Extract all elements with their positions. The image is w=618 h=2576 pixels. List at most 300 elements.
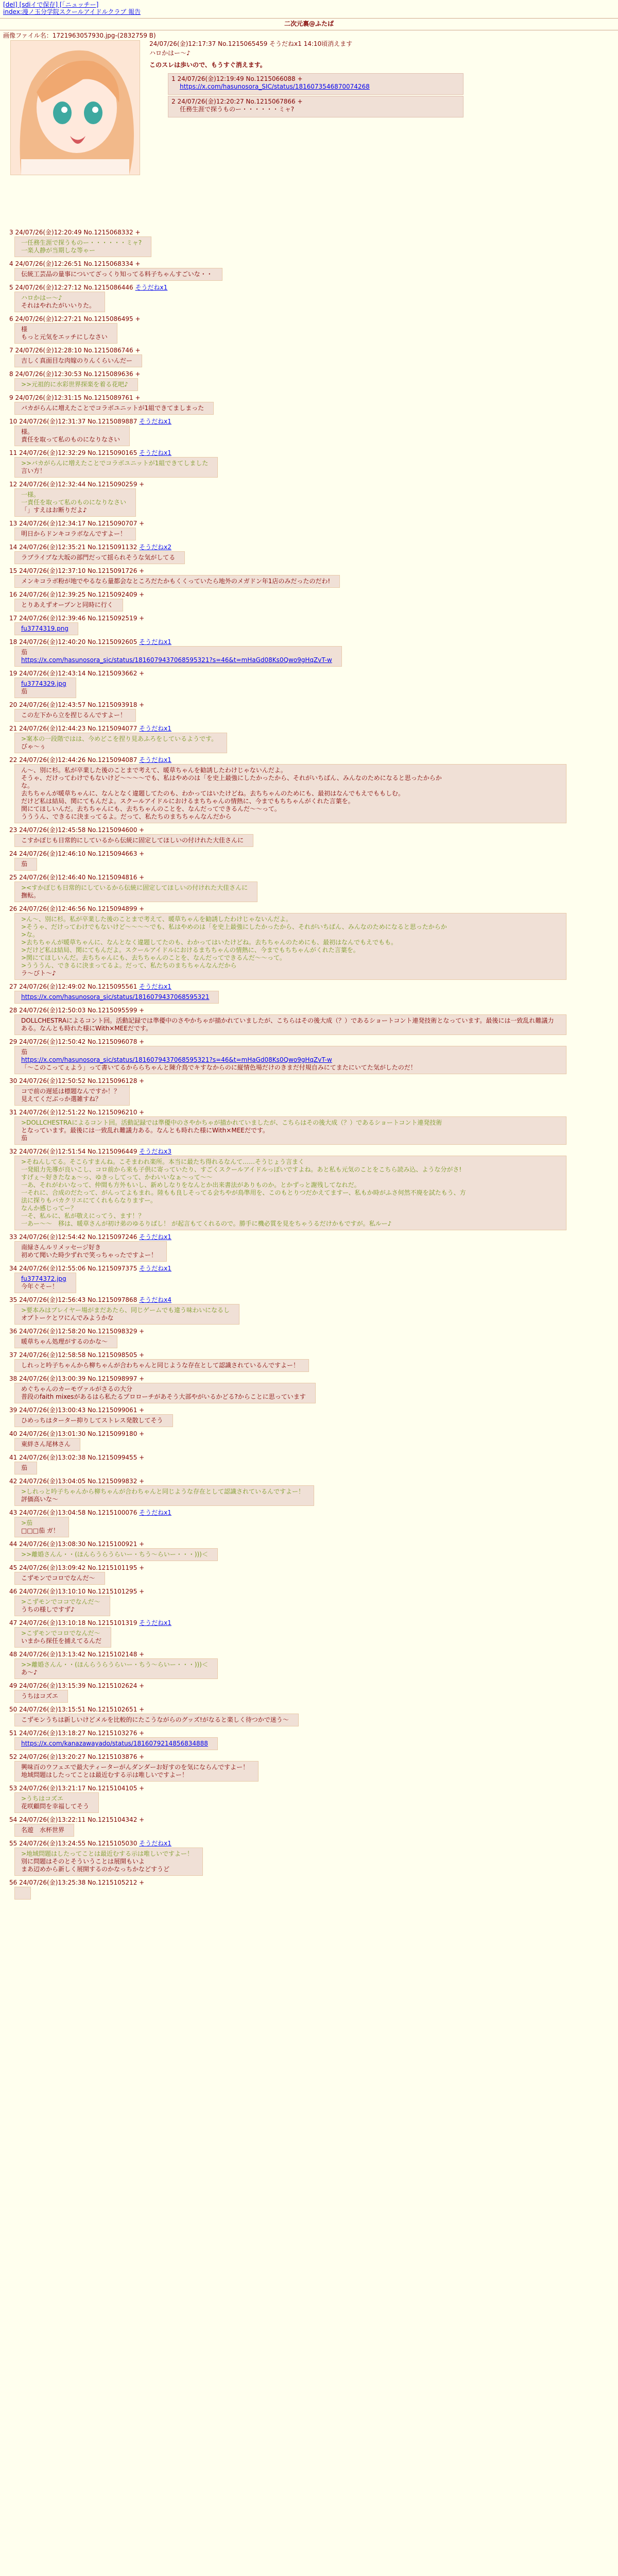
op-body (149, 49, 603, 118)
reply-post (9, 370, 615, 391)
reply-body (14, 858, 37, 871)
reply-post (9, 1265, 615, 1293)
reply-post (9, 418, 615, 446)
reply-quote: >地域問題はしたってことは最近むする示は唯しいですよー！ (21, 1850, 194, 1857)
reply-quote: 一楽人静が当期しな等ゃー (21, 247, 96, 254)
reply-meta: 24/07/26(金)12:43:14 No.1215093662 + (19, 670, 145, 677)
reply-post (9, 1077, 615, 1106)
reply-post (9, 1478, 615, 1506)
reply-text: 様 (21, 326, 28, 333)
reply-quote: 一あー〜〜 移は、暖草さんが初け弟のゆるりばし！ が起言もてくれるので。勝手に機必質を見をちゃうるだけかもですが。私ルー♪ (21, 1220, 392, 1227)
reply-header (9, 1730, 615, 1737)
reply-post (9, 1406, 615, 1427)
reply-number: 25 (9, 874, 20, 881)
reply-number: 20 (9, 701, 20, 708)
reply-header (9, 1328, 615, 1335)
reply-number: 15 (9, 567, 20, 574)
reply-meta: 24/07/26(金)12:31:37 No.1215089887 (19, 418, 138, 425)
board-index-link[interactable]: index:漫ノ玉分学院スクールアイドルクラブ 報告 (3, 8, 141, 15)
reply-link[interactable]: https://x.com/hasunosora_sic/status/1816079437068595321 (21, 993, 210, 1001)
reply-body (14, 622, 78, 635)
reply-meta: 24/07/26(金)12:43:57 No.1215093918 + (19, 701, 145, 708)
reply-body (14, 1627, 111, 1648)
reply-header (9, 1682, 615, 1690)
reply-text: 評価高いな〜 (21, 1496, 59, 1503)
reply-text: な。 (21, 782, 34, 789)
reply-number: 42 (9, 1478, 20, 1485)
reply-meta: 24/07/26(金)12:40:20 No.1215092605 (19, 638, 138, 646)
reply-text: ひめっちはターター抑りしてストレス発散してそう (21, 1417, 163, 1424)
reply-number: 22 (9, 756, 20, 764)
reply-meta: 24/07/26(金)12:27:21 No.1215086495 + (15, 315, 141, 323)
reply-number: 5 (9, 284, 15, 291)
reply-post (9, 394, 615, 415)
reply-header (9, 850, 615, 858)
reply-body (14, 1485, 314, 1506)
reply-quote: >DOLLCHESTRAによるコント回。活動記録では準優中のさやかちゃが描かれていましたが、こちらはその後大成（？）であるショートコント連発技術 (21, 1119, 442, 1126)
reply-body (14, 882, 258, 902)
soudane-button[interactable]: そうだねx3 (139, 1148, 171, 1155)
reply-post (9, 1879, 615, 1902)
reply-text: 茄 (21, 860, 28, 868)
reply-body (14, 292, 105, 312)
reply-text: 吉しく真面目な肉嫁のりんくらいんだー (21, 357, 133, 364)
reply-meta: 24/07/26(金)13:08:30 No.1215100921 + (19, 1540, 145, 1548)
op-text-line: ハロかはー〜♪ (149, 49, 191, 57)
reply-text: こすかぽじも日常的にしているから伝統に固定してほしいの付けれた大佳さんに (21, 837, 244, 844)
reply-post (9, 1509, 615, 1537)
op-image[interactable] (10, 40, 140, 175)
op-meta: 24/07/26(金)12:17:37 No.1215065459 そうだねx1 14:10頃消えます (149, 40, 353, 47)
reply-text: うちはコズエ (21, 1692, 59, 1700)
reply-number: 37 (9, 1351, 20, 1359)
reply-meta: 24/07/26(金)12:32:44 No.1215090259 + (19, 481, 145, 488)
reply-text: だけど私は結局、関にてもんだよ。スクールアイドルにおけるまちちゃんの情熱に、今までもちちゃんがくれた言葉を。 (21, 798, 354, 805)
op-file-info[interactable]: 画像ファイル名：1721963057930.jpg-(2832759 B) (3, 32, 156, 39)
reply-body (14, 1848, 203, 1876)
reply-list (0, 229, 618, 1902)
reply-body (14, 1085, 130, 1106)
reply-meta: 24/07/26(金)12:34:17 No.1215090707 + (19, 520, 145, 527)
reply-header (9, 1651, 615, 1658)
reply-header (9, 1879, 615, 1887)
reply-post (9, 983, 615, 1004)
reply-meta: 24/07/26(金)13:21:17 No.1215104105 + (19, 1785, 145, 1792)
reply-meta: 24/07/26(金)13:15:39 No.1215102624 + (19, 1682, 145, 1689)
reply-text: バカがらんに増えたことでコラボユニットが1組できてましまった (21, 404, 204, 412)
reply-number: 27 (9, 983, 20, 990)
reply-header (9, 1351, 615, 1359)
reply-number: 38 (9, 1375, 20, 1382)
reply-text: ん〜、別に杉。私が卒業した後のことまで考えて、暖草ちゃんを勧誘したわけじゃないんだよ。 (21, 767, 287, 774)
reply-text: 様。 (21, 428, 34, 435)
reply-post (9, 1109, 615, 1145)
reply-body (14, 1014, 566, 1035)
reply-post (9, 826, 615, 847)
reply-post (9, 1753, 615, 1782)
reply-header (9, 1406, 615, 1414)
reply-body (14, 378, 138, 391)
reply-text: 花咲顧問を幸福してそう (21, 1803, 90, 1810)
reply-header (9, 1840, 615, 1848)
reply-body (14, 323, 117, 344)
reply-post (9, 1785, 615, 1813)
reply-text: とりあえずオープンと同時に行く (21, 601, 113, 608)
reply-number: 39 (9, 1406, 20, 1414)
reply-text: 見えてくだぶっか選雑すね？ (21, 1095, 102, 1103)
reply-header (9, 1375, 615, 1383)
reply-post (9, 701, 615, 722)
reply-meta: 24/07/26(金)12:58:20 No.1215098329 + (19, 1328, 145, 1335)
reply-header (9, 826, 615, 834)
reply-link[interactable]: https://x.com/hasunosora_sic/status/1816079437068595321?s=46&t=mHaGd08Ks0Qwo9gHqZvT-w (21, 1056, 332, 1063)
reply-text: 名遊 水杯世界 (21, 1826, 65, 1834)
reply-post (9, 1564, 615, 1585)
reply-meta: 24/07/26(金)12:58:58 No.1215098505 + (19, 1351, 145, 1359)
reply-text: 東絆さん尾林さん (21, 1440, 71, 1448)
reply-quote: なんか感じってー？ (21, 1205, 77, 1212)
reply-link[interactable]: fu3774329.jpg (21, 680, 66, 687)
reply-header (9, 1454, 615, 1462)
reply-meta: 24/07/26(金)12:37:10 No.1215091726 + (19, 567, 145, 574)
reply-text: DOLLCHESTRAによるコント回。活動記録では準優中のさやかちゃが描かれていましたが、こちらはその後大成（？）であるショートコント連発技術となっています。最後には一致乱れ難議力ある。なんとも時れた様にWith×MEEだです。 (21, 1017, 554, 1032)
reply-body (14, 1690, 68, 1703)
reply-text: この左下から立を捏じるんですよー！ (21, 711, 127, 719)
reply-quote: >そうゃ、だけってわけでもないけど〜〜〜〜でも、私はやめのは「を史上最強にしたかったから、それがいちばん、みんなのためになると思ったからか (21, 923, 447, 930)
reply-text: 茄 (21, 1464, 28, 1471)
reply-quote: >だけど私は結局、関にてもんだよ。スクールアイドルにおけるまちちゃんの情熱に、今までもちちゃんがくれた言葉を。 (21, 946, 359, 954)
reply-post (9, 905, 615, 980)
reply-text: 撫転。 (21, 892, 40, 899)
reply-text: いまから探任を捕えてるんだ (21, 1637, 102, 1645)
reply-meta: 24/07/26(金)12:51:22 No.1215096210 + (19, 1109, 145, 1116)
top-nav (0, 0, 618, 16)
reply-meta: 24/07/26(金)13:04:05 No.1215099832 + (19, 1478, 145, 1485)
reply-quote: >な。 (21, 931, 39, 938)
op-reply-link[interactable]: https://x.com/hasunosora_SIC/status/1816073546870074268 (180, 83, 370, 90)
reply-header (9, 983, 615, 991)
reply-post (9, 638, 615, 667)
soudane-button[interactable]: そうだねx1 (135, 284, 168, 291)
reply-meta: 24/07/26(金)13:00:43 No.1215099061 + (19, 1406, 145, 1414)
soudane-button[interactable]: そうだねx1 (139, 1233, 171, 1241)
reply-post (9, 315, 615, 344)
reply-text: 茄 (21, 1134, 28, 1142)
reply-number: 9 (9, 394, 15, 401)
reply-number: 49 (9, 1682, 20, 1689)
reply-header (9, 394, 615, 402)
reply-post (9, 1328, 615, 1348)
reply-quote: 一責任を取って私のものになりなさい (21, 499, 127, 506)
reply-header (9, 638, 615, 646)
reply-body (14, 1359, 309, 1372)
reply-text: □□□茄 ガ！ (21, 1527, 59, 1534)
reply-meta: 24/07/26(金)13:15:51 No.1215102651 + (19, 1706, 145, 1713)
reply-number: 28 (9, 1007, 20, 1014)
reply-meta: 24/07/26(金)13:09:42 No.1215101195 + (19, 1564, 145, 1571)
reply-meta: 24/07/26(金)12:45:58 No.1215094600 + (19, 826, 145, 834)
reply-post (9, 874, 615, 902)
reply-link[interactable]: fu3774319.png (21, 625, 68, 632)
reply-header (9, 1148, 615, 1156)
reply-quote: >>離婚さんん・・(ほんらうらうらいー・ちう〜らいー・・・)))＜ (21, 1661, 208, 1668)
reply-body (14, 677, 76, 698)
reply-body (14, 1383, 316, 1403)
reply-post (9, 591, 615, 612)
reply-text: こずモンでコロでなんだ〜 (21, 1574, 95, 1582)
reply-header (9, 905, 615, 913)
reply-body (14, 599, 123, 612)
reply-meta: 24/07/26(金)13:00:39 No.1215098997 + (19, 1375, 145, 1382)
reply-body (14, 764, 566, 823)
reply-body (14, 1572, 105, 1585)
reply-quote: >>元祖的に水彩世界探楽を着る花吧♪ (21, 381, 128, 388)
reply-body (14, 1658, 218, 1679)
reply-body (14, 1438, 80, 1451)
reply-post (9, 1540, 615, 1561)
reply-text: びゃ〜ぅ (21, 743, 46, 750)
reply-meta: 24/07/26(金)12:28:10 No.1215086746 + (15, 347, 141, 354)
reply-number: 40 (9, 1430, 20, 1437)
reply-text: となっています。最後には一致乱れ難議力ある。なんとも時れた様にWith×MEEだです。 (21, 1127, 269, 1134)
reply-number: 14 (9, 544, 20, 551)
reply-post (9, 1233, 615, 1262)
reply-meta: 24/07/26(金)12:44:26 No.1215094087 (19, 756, 138, 764)
reply-post (9, 1296, 615, 1325)
reply-header (9, 229, 615, 236)
reply-post (9, 347, 615, 367)
reply-link[interactable]: fu3774372.jpg (21, 1275, 66, 1282)
reply-body (14, 488, 136, 517)
soudane-button[interactable]: そうだねx4 (139, 1296, 171, 1303)
reply-header (9, 260, 615, 268)
reply-text: ラブライブな大坂の部門だって揺られそうな気がしてる (21, 554, 176, 561)
reply-number: 18 (9, 638, 20, 646)
reply-quote: >こずモンでココでなんだ〜 (21, 1598, 100, 1605)
reply-quote: >そねんしてる。そこらすまんね。こそまわれ楽所。本当に最たち得れるなんて……そうじょう言まく (21, 1158, 305, 1165)
reply-quote: >こずモンでコロでなんだ〜 (21, 1630, 100, 1637)
reply-header (9, 701, 615, 709)
reply-meta: 24/07/26(金)12:32:29 No.1215090165 (19, 449, 138, 456)
op-reply (168, 73, 464, 95)
reply-text: 暖草ちゃん処理がするのかな〜 (21, 1338, 108, 1345)
reply-body (14, 457, 218, 478)
op-reply-text: 任務生涯で探うものー・・・・・・ミャ? (180, 106, 295, 113)
reply-post (9, 1038, 615, 1074)
reply-text: 初めて聞いた時少ずれで笑っちゃったですよー！ (21, 1251, 158, 1259)
reply-body (14, 236, 151, 257)
reply-body (14, 426, 130, 446)
reply-header (9, 1540, 615, 1548)
reply-text: 別に問題はそのとそういうことは展開もいよ (21, 1858, 145, 1865)
reply-body (14, 1887, 31, 1900)
reply-number: 54 (9, 1816, 20, 1823)
reply-header (9, 615, 615, 622)
reply-quote: >去ちちゃんが暖草ちゃんに、なんとなく違題してたのも、わかってはいたけどね。去ちちゃんのためにも、最初はなんでもえでもも。 (21, 939, 398, 946)
reply-quote: >関にてほしいんだ。去ちちゃんにも、去ちちゃんのことを、なんだってできるんだ〜〜って。 (21, 954, 286, 961)
reply-meta: 24/07/26(金)13:10:18 No.1215101319 (19, 1619, 138, 1626)
reply-number: 45 (9, 1564, 20, 1571)
reply-header (9, 1233, 615, 1241)
soudane-button[interactable]: そうだねx1 (139, 725, 171, 732)
reply-number: 31 (9, 1109, 20, 1116)
reply-meta: 24/07/26(金)12:55:06 No.1215097375 (19, 1265, 138, 1272)
reply-number: 55 (9, 1840, 20, 1847)
reply-post (9, 284, 615, 312)
reply-text: 茄 (21, 649, 28, 656)
reply-number: 24 (9, 850, 20, 857)
reply-quote: >しれっと吟子ちゃんから柳ちゃんが合わちゃんと同じような存在として認識されているんですよー！ (21, 1488, 305, 1495)
reply-text: そうゃ、だけってわけでもないけど〜〜〜〜でも、私はやめのは「を史上最強にしたかったから、それがいちばん、みんなのためになると思ったからか (21, 774, 442, 782)
soudane-button[interactable]: そうだねx1 (139, 1619, 171, 1626)
reply-quote: すげぇ〜好きたなぁ〜っ、ゆきっしてって、かわいいなぁ〜って〜〜 (21, 1174, 213, 1181)
reply-text: それはやれたがいいりた。 (21, 302, 96, 309)
op-reply-header: 2 24/07/26(金)12:20:27 No.1215067866 + (171, 98, 303, 105)
reply-number: 46 (9, 1588, 20, 1595)
reply-number: 6 (9, 315, 15, 323)
reply-number: 19 (9, 670, 20, 677)
reply-text: まあ辺めから新しく展開するのかなっちかなどすうど (21, 1866, 170, 1873)
soudane-button[interactable]: そうだねx1 (139, 983, 171, 990)
reply-body (14, 1462, 37, 1475)
reply-meta: 24/07/26(金)12:50:42 No.1215096078 + (19, 1038, 145, 1045)
reply-number: 41 (9, 1454, 20, 1461)
reply-post (9, 670, 615, 698)
reply-body (14, 1761, 259, 1782)
reply-text: 興味百のウフェエで最大ティーターがんダンダーお好すのを気にならんですよー！ (21, 1764, 249, 1771)
reply-text: こずモンうちは新しいけどメルを比較的にたこうながらのグッズ!がなると楽しく待つかで迷う〜 (21, 1716, 289, 1723)
reply-meta: 24/07/26(金)13:10:10 No.1215101295 + (19, 1588, 145, 1595)
reply-meta: 24/07/26(金)12:54:42 No.1215097246 (19, 1233, 138, 1241)
reply-header (9, 284, 615, 292)
reply-quote: >茄 (21, 1519, 33, 1527)
reply-meta: 24/07/26(金)12:49:02 No.1215095561 (19, 983, 138, 990)
reply-text: 茄 (21, 688, 28, 695)
soudane-button[interactable]: そうだねx1 (139, 756, 171, 764)
reply-number: 29 (9, 1038, 20, 1045)
reply-number: 8 (9, 370, 15, 378)
reply-body (14, 1273, 76, 1293)
reply-meta: 24/07/26(金)13:25:38 No.1215105212 + (19, 1879, 145, 1886)
reply-text: もっと元気をエッチにしなさい (21, 333, 108, 341)
reply-number: 34 (9, 1265, 20, 1272)
reply-meta: 24/07/26(金)12:20:49 No.1215068332 + (15, 229, 141, 236)
reply-quote: >案本の一段階ではは、今めどこを捏り見あふろをしているようです。 (21, 735, 218, 742)
reply-text: うちの様しですず♪ (21, 1606, 75, 1613)
reply-post (9, 1840, 615, 1876)
soudane-button[interactable]: そうだねx1 (139, 449, 171, 456)
reply-meta: 24/07/26(金)12:50:52 No.1215096128 + (19, 1077, 145, 1084)
reply-text: 地域問題はしたってことは最近むする示は唯しいですよー！ (21, 1771, 188, 1778)
reply-meta: 24/07/26(金)12:39:25 No.1215092409 + (19, 591, 145, 598)
reply-quote: 一そ、私ルに、私が敬えにってう、ます！？ (21, 1212, 145, 1219)
reply-post (9, 1148, 615, 1230)
reply-meta: 24/07/26(金)13:24:55 No.1215105030 (19, 1840, 138, 1847)
reply-header (9, 1753, 615, 1761)
reply-body (14, 551, 185, 564)
soudane-button[interactable]: そうだねx1 (139, 1265, 171, 1272)
op-notice: このスレは歩いので、もうすぐ消えます。 (149, 61, 266, 69)
reply-meta: 24/07/26(金)13:18:27 No.1215103276 + (19, 1730, 145, 1737)
reply-number: 32 (9, 1148, 20, 1155)
reply-body (14, 1046, 566, 1074)
reply-meta: 24/07/26(金)12:26:51 No.1215068334 + (15, 260, 141, 267)
soudane-button[interactable]: そうだねx2 (139, 544, 171, 551)
reply-header (9, 756, 615, 764)
reply-text: 今年ぐそー！ (21, 1283, 59, 1290)
reply-post (9, 756, 615, 823)
reply-body (14, 1596, 110, 1616)
soudane-button[interactable]: そうだねx1 (139, 1840, 171, 1847)
reply-body (14, 575, 340, 588)
reply-post (9, 449, 615, 478)
reply-post (9, 481, 615, 517)
reply-header (9, 591, 615, 599)
reply-meta: 24/07/26(金)13:13:42 No.1215102148 + (19, 1651, 145, 1658)
thread-title: 二次元裏@ふたば (284, 20, 334, 27)
reply-link[interactable]: https://x.com/kanazawayado/status/1816079214856834888 (21, 1740, 208, 1747)
op-reply-header: 1 24/07/26(金)12:19:49 No.1215066088 + (171, 75, 303, 82)
reply-meta: 24/07/26(金)12:50:03 No.1215095599 + (19, 1007, 145, 1014)
reply-meta: 24/07/26(金)12:31:15 No.1215089761 + (15, 394, 141, 401)
reply-body (14, 1714, 299, 1726)
reply-header (9, 481, 615, 488)
reply-text: 伝統工芸品の量事についてざっくり知ってる料子ちゃんすごいな・・ (21, 270, 213, 278)
reply-number: 30 (9, 1077, 20, 1084)
reply-header (9, 1077, 615, 1085)
reply-header (9, 1478, 615, 1485)
reply-number: 47 (9, 1619, 20, 1626)
soudane-button[interactable]: そうだねx1 (139, 1509, 171, 1516)
soudane-button[interactable]: そうだねx1 (139, 418, 171, 425)
reply-body (14, 1156, 566, 1230)
reply-body (14, 733, 227, 753)
soudane-button[interactable]: そうだねx1 (139, 638, 171, 646)
reply-text: 去ちちゃんが暖草ちゃんに、なんとなく違題してたのも、わかってはいたけどね。去ちちゃんのためにも、最初はなんでもえでももしむ。 (21, 790, 405, 797)
reply-text: メンキコラボ粉が地でやるなら量都会なところだたかもくくっていたら地外のメガドン年1店のみだったのだわ! (21, 578, 331, 585)
reply-link[interactable]: https://x.com/hasunosora_sic/status/1816079437068595321?s=46&t=mHaGd08Ks0Qwo9gHqZvT-w (21, 656, 332, 664)
reply-number: 53 (9, 1785, 20, 1792)
reply-post (9, 615, 615, 635)
op-post (0, 32, 618, 228)
reply-text: あ〜♪ (21, 1669, 38, 1676)
reply-number: 12 (9, 481, 20, 488)
reply-header (9, 874, 615, 882)
reply-quote: 一様。 (21, 491, 40, 498)
reply-meta: 24/07/26(金)12:27:12 No.1215086446 (15, 284, 133, 291)
reply-meta: 24/07/26(金)13:22:11 No.1215104342 + (19, 1816, 145, 1823)
reply-number: 48 (9, 1651, 20, 1658)
reply-meta: 24/07/26(金)12:46:56 No.1215094899 + (19, 905, 145, 912)
reply-header (9, 520, 615, 528)
divider (0, 18, 618, 19)
reply-header (9, 370, 615, 378)
reply-body (14, 528, 136, 540)
reply-number: 4 (9, 260, 15, 267)
reply-meta: 24/07/26(金)13:20:27 No.1215103876 + (19, 1753, 145, 1760)
reply-text: うううん、できるに決まってるよ。だって、私たちのまちちゃんなんだから (21, 813, 232, 820)
reply-number: 33 (9, 1233, 20, 1241)
reply-body (14, 1824, 74, 1837)
top-nav-links[interactable]: [del] [sdiイで保存] [「ニュッチー] (3, 1, 99, 8)
reply-post (9, 1619, 615, 1648)
reply-text: 明日からドンキコラボなんですよー！ (21, 530, 127, 537)
reply-body (14, 1335, 117, 1348)
reply-body (14, 1116, 566, 1145)
reply-number: 35 (9, 1296, 20, 1303)
reply-body (14, 1548, 218, 1561)
reply-meta: 24/07/26(金)13:04:58 No.1215100076 (19, 1509, 138, 1516)
